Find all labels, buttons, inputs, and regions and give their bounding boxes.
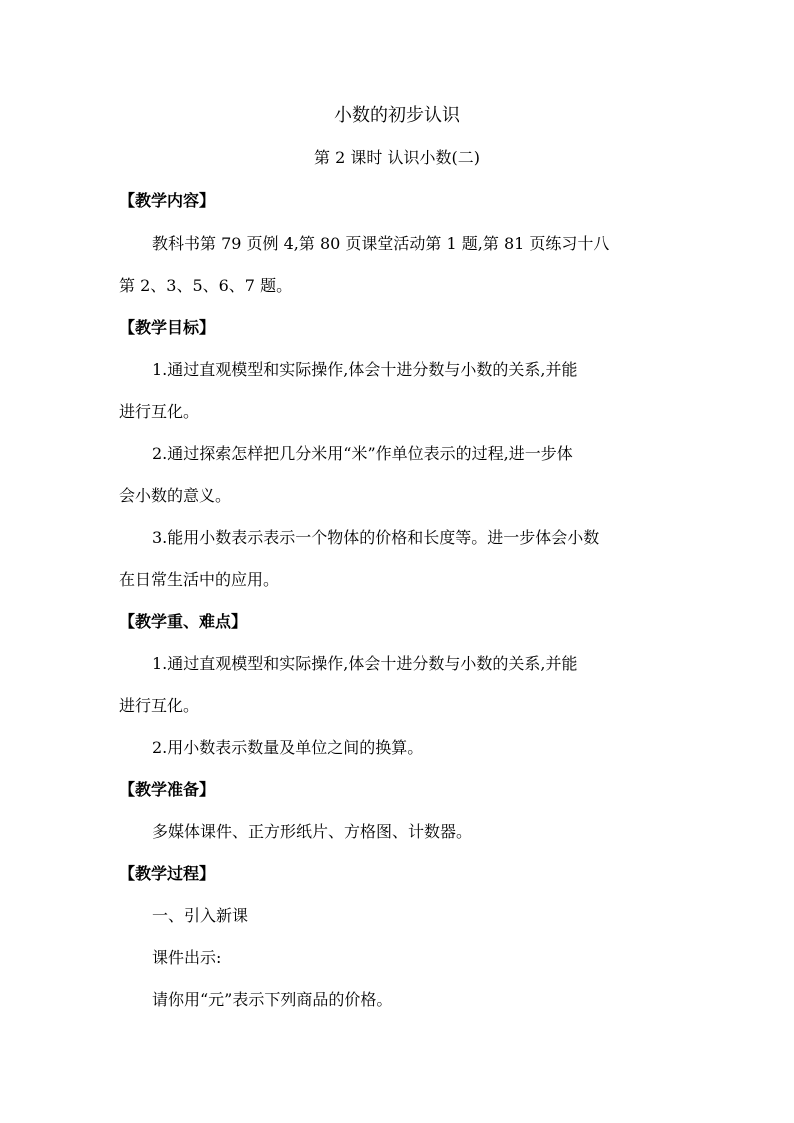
process-line-2: 请你用“元”表示下列商品的价格。 <box>152 990 393 1009</box>
process-line-1: 课件出示: <box>152 948 222 967</box>
goal-1-line-1: 1.通过直观模型和实际操作,体会十进分数与小数的关系,并能 <box>152 360 578 379</box>
key-point-2-line-1: 2.用小数表示数量及单位之间的换算。 <box>152 738 424 757</box>
goal-3-line-2: 在日常生活中的应用。 <box>119 570 280 589</box>
lesson-subtitle: 第 2 课时 认识小数(二) <box>314 148 480 167</box>
process-step-1: 一、引入新课 <box>152 906 249 925</box>
document-title: 小数的初步认识 <box>334 105 460 126</box>
section-heading-process: 【教学过程】 <box>119 864 216 883</box>
section-heading-preparation: 【教学准备】 <box>119 780 216 799</box>
preparation-line-1: 多媒体课件、正方形纸片、方格图、计数器。 <box>152 822 473 841</box>
content-line-1: 教科书第 79 页例 4,第 80 页课堂活动第 1 题,第 81 页练习十八 <box>152 234 610 253</box>
content-line-2: 第 2、3、5、6、7 题。 <box>119 276 293 295</box>
key-point-1-line-1: 1.通过直观模型和实际操作,体会十进分数与小数的关系,并能 <box>152 654 578 673</box>
goal-2-line-2: 会小数的意义。 <box>119 486 232 505</box>
goal-1-line-2: 进行互化。 <box>119 402 200 421</box>
section-heading-key-points: 【教学重、难点】 <box>119 612 248 631</box>
goal-3-line-1: 3.能用小数表示表示一个物体的价格和长度等。进一步体会小数 <box>152 528 600 547</box>
key-point-1-line-2: 进行互化。 <box>119 696 200 715</box>
goal-2-line-1: 2.通过探索怎样把几分米用“米”作单位表示的过程,进一步体 <box>152 444 573 463</box>
section-heading-goals: 【教学目标】 <box>119 318 216 337</box>
section-heading-content: 【教学内容】 <box>119 191 216 210</box>
